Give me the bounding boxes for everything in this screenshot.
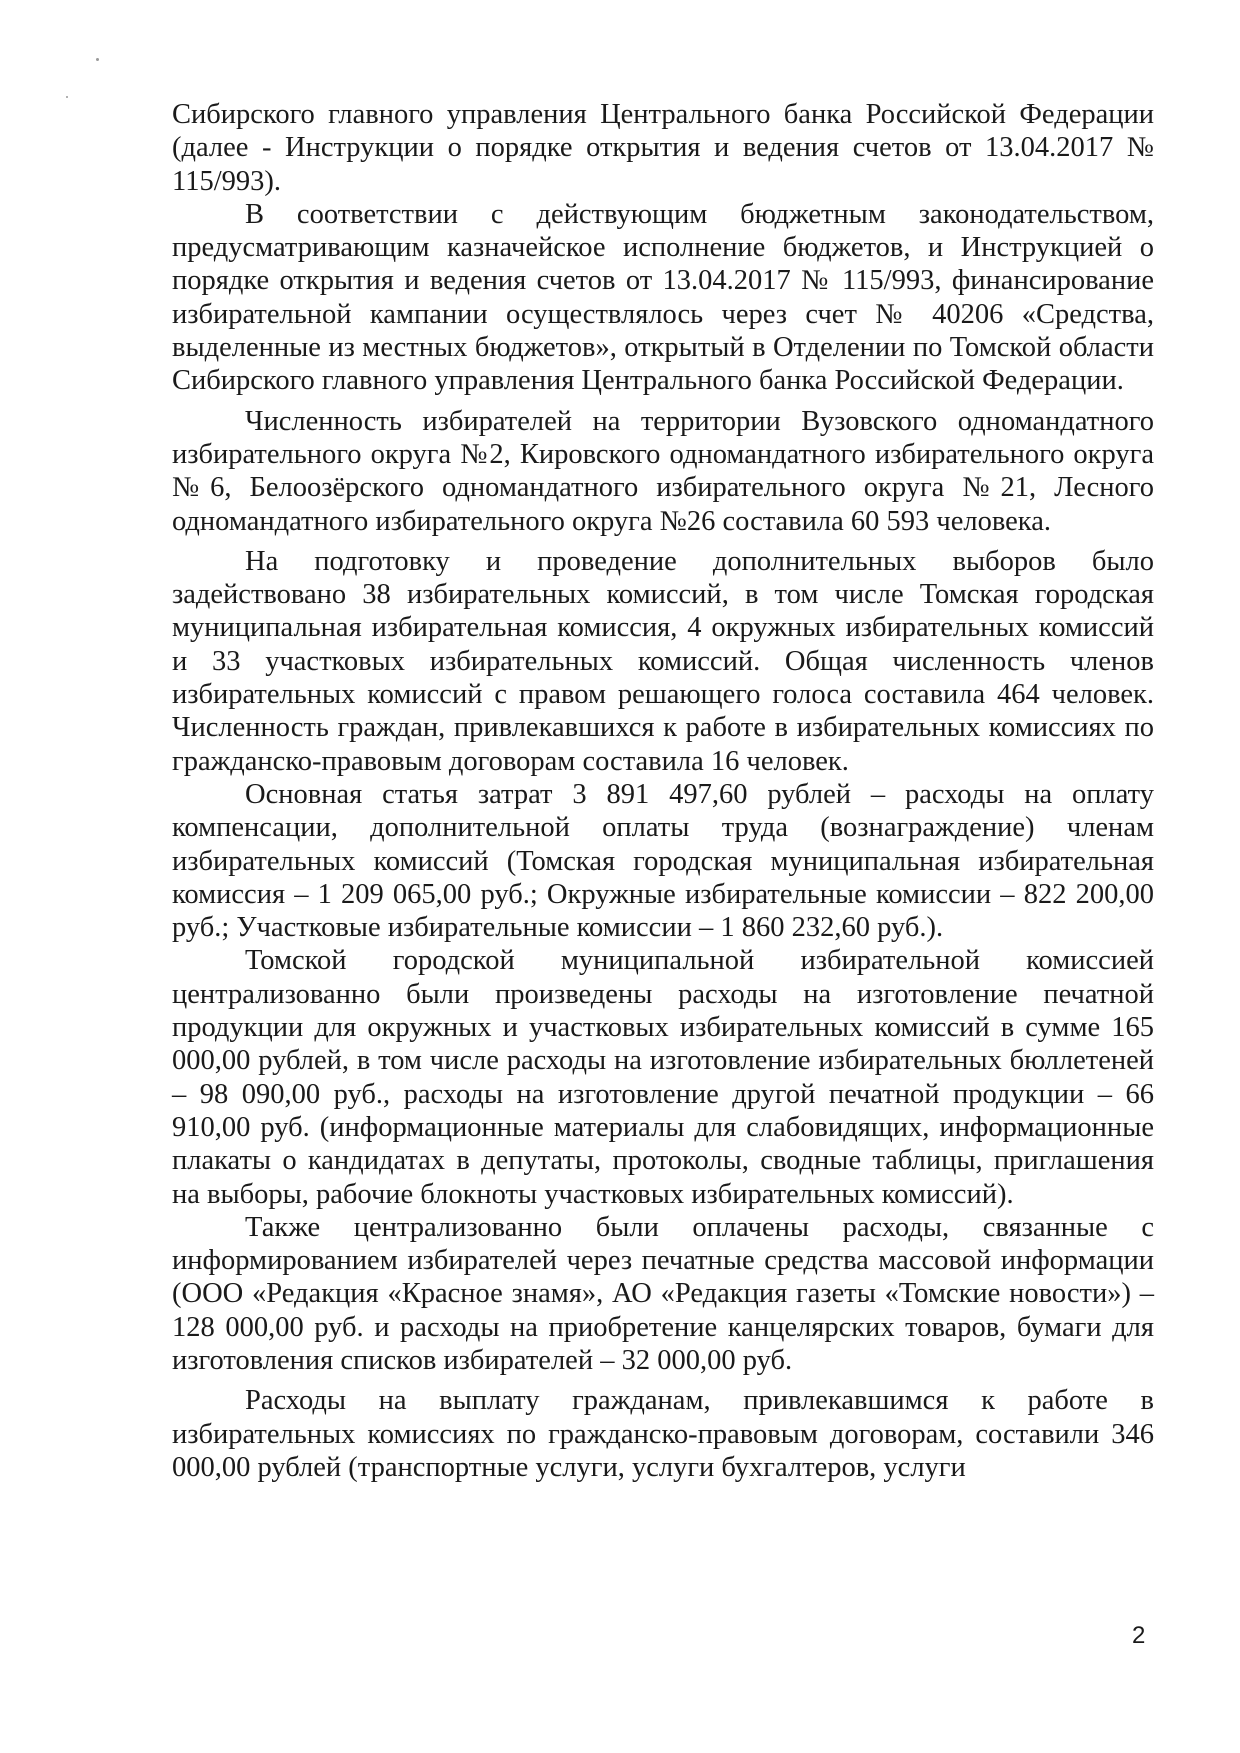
paragraph-main-expense: Основная статья затрат 3 891 497,60 рублей – расходы на оплату компенсации, дополнительной оплаты труда (вознаграждение) членам избирательных комиссий (Томская городская муниципальная избирательная комиссия – 1 209 065,00 руб.; Окружные избирательные комиссии – 822 200,00 руб.; Участковые избирательные комиссии – 1 860 232,60 руб.). (172, 778, 1154, 944)
paragraph-continuation: Сибирского главного управления Центрального банка Российской Федерации (далее - Инструкции о порядке открытия и ведения счетов от 13.04.2017 № 115/993). (172, 99, 1154, 197)
document-body (172, 98, 1154, 1484)
paragraph-voter-count: Численность избирателей на территории Вузовского одномандатного избирательного округа №2, Кировского одномандатного избирательного округа №6, Белоозёрского одномандатного избирательного округа №21, Лесного одномандатного избирательного округа №26 составила 60 593 человека. (172, 405, 1154, 537)
page-number: 2 (1132, 1622, 1146, 1649)
scan-speck (96, 58, 99, 61)
paragraph-printing-expenses: Томской городской муниципальной избирательной комиссией централизованно были произведены расходы на изготовление печатной продукции для окружных и участковых избирательных комиссий в сумме 165 000,00 рублей, в том числе расходы на изготовление избирательных бюллетеней – 98 090,00 руб., расходы на изготовление другой печатной продукции – 66 910,00 руб. (информационные материалы для слабовидящих, информационные плакаты о кандидатах в депутаты, протоколы, сводные таблицы, приглашения на выборы, рабочие блокноты участковых избирательных комиссий). (172, 945, 1154, 1210)
paragraph-commissions: На подготовку и проведение дополнительных выборов было задействовано 38 избирательных комиссий, в том числе Томская городская муниципальная избирательная комиссия, 4 окружных избирательных комиссий и 33 участковых избирательных комиссий. Общая численность членов избирательных комиссий с правом решающего голоса составила 464 человек. Численность граждан, привлекавшихся к работе в избирательных комиссиях по гражданско-правовым договорам составила 16 человек. (172, 545, 1154, 777)
paragraph-budget-legislation: В соответствии с действующим бюджетным законодательством, предусматривающим казначейское исполнение бюджетов, и Инструкцией о порядке открытия и ведения счетов от 13.04.2017 № 115/993, финансирование избирательной кампании осуществлялось через счет № 40206 «Средства, выделенные из местных бюджетов», открытый в Отделении по Томской области Сибирского главного управления Центрального банка Российской Федерации. (172, 198, 1154, 397)
paragraph-contract-expenses: Расходы на выплату гражданам, привлекавшимся к работе в избирательных комиссиях по гражданско-правовым договорам, составили 346 000,00 рублей (транспортные услуги, услуги бухгалтеров, услуги (172, 1385, 1154, 1483)
scan-speck (66, 96, 68, 98)
paragraph-media-expenses: Также централизованно были оплачены расходы, связанные с информированием избирателей через печатные средства массовой информации (ООО «Редакция «Красное знамя», АО «Редакция газеты «Томские новости») – 128 000,00 руб. и расходы на приобретение канцелярских товаров, бумаги для изготовления списков избирателей – 32 000,00 руб. (172, 1211, 1154, 1376)
